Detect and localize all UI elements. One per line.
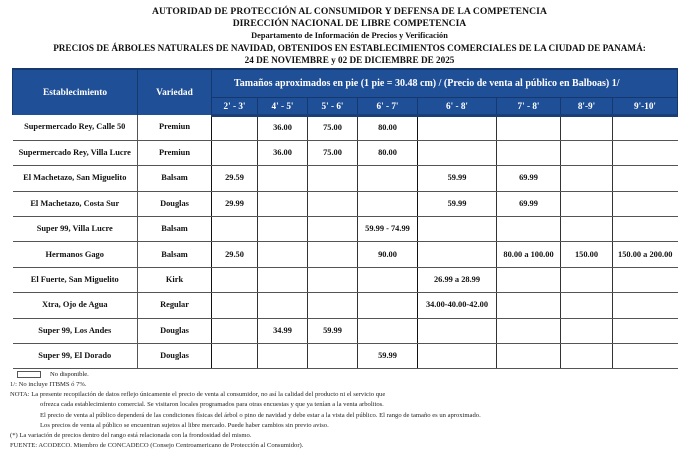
price-cell: 80.00 <box>358 115 418 140</box>
price-cell <box>497 115 561 140</box>
price-cell: 90.00 <box>358 242 418 267</box>
price-cell <box>212 318 258 343</box>
establecimiento-cell: El Fuerte, San Miguelito <box>13 267 138 292</box>
price-cell <box>308 293 358 318</box>
table-row <box>13 293 678 318</box>
establecimiento-cell: Super 99, Los Andes <box>13 318 138 343</box>
price-cell: 59.99 <box>308 318 358 343</box>
price-cell: 29.50 <box>212 242 258 267</box>
price-cell <box>308 166 358 191</box>
col-header-size: 6' - 7' <box>358 97 418 115</box>
price-cell: 150.00 <box>561 242 613 267</box>
col-header-size: 2' - 3' <box>212 97 258 115</box>
price-cell <box>613 115 678 140</box>
footnote-free-market: Los precios de venta al público se encuentran sujetos al libre mercado. Puede haber cambios sin previo aviso. <box>40 421 329 429</box>
price-cell: 75.00 <box>308 115 358 140</box>
variedad-cell: Regular <box>138 293 212 318</box>
price-table <box>12 68 678 369</box>
price-cell <box>561 140 613 165</box>
price-cell <box>561 115 613 140</box>
price-cell <box>212 344 258 369</box>
variedad-cell: Kirk <box>138 267 212 292</box>
price-cell <box>212 140 258 165</box>
variedad-cell: Douglas <box>138 318 212 343</box>
establecimiento-cell: Supermercado Rey, Calle 50 <box>13 115 138 140</box>
report-header <box>0 6 699 66</box>
department-title: Departamento de Información de Precios y Verificación <box>251 31 448 40</box>
price-cell <box>308 217 358 242</box>
price-cell <box>358 166 418 191</box>
variedad-cell: Balsam <box>138 217 212 242</box>
col-header-establecimiento: Establecimiento <box>13 69 138 115</box>
price-cell: 29.99 <box>212 191 258 216</box>
price-cell <box>358 293 418 318</box>
price-cell <box>497 293 561 318</box>
establecimiento-cell: Super 99, El Dorado <box>13 344 138 369</box>
price-cell <box>561 191 613 216</box>
price-cell <box>561 166 613 191</box>
report-title: PRECIOS DE ÁRBOLES NATURALES DE NAVIDAD, OBTENIDOS EN ESTABLECIMIENTOS COMERCIALES DE LA CIUDAD DE PANAMÁ: <box>53 43 646 53</box>
footnote-nota: NOTA: La presente recopilación de datos reflejo únicamente el precio de venta al consumidor, no así la calidad del producto ni el servicio que <box>10 391 386 399</box>
table-row <box>13 344 678 369</box>
price-cell <box>418 217 497 242</box>
footnote-nota-cont: ofrezca cada establecimiento comercial. Se visitaron locales programados para otras encuestas y que ya tenían a la venta arbolitos. <box>40 401 384 409</box>
price-cell: 69.99 <box>497 191 561 216</box>
price-cell <box>358 267 418 292</box>
agency-title: AUTORIDAD DE PROTECCIÓN AL CONSUMIDOR Y DEFENSA DE LA COMPETENCIA <box>151 6 547 17</box>
price-cell <box>561 344 613 369</box>
price-cell <box>258 242 308 267</box>
price-cell <box>497 140 561 165</box>
price-cell: 34.00-40.00-42.00 <box>418 293 497 318</box>
variedad-cell: Douglas <box>138 191 212 216</box>
price-cell: 59.99 - 74.99 <box>358 217 418 242</box>
price-cell <box>561 293 613 318</box>
price-cell <box>308 242 358 267</box>
variedad-cell: Premiun <box>138 115 212 140</box>
price-cell: 59.99 <box>358 344 418 369</box>
variedad-cell: Premiun <box>138 140 212 165</box>
establecimiento-cell: El Machetazo, San Miguelito <box>13 166 138 191</box>
footnote-price-conditions: El precio de venta al público dependerá de las condiciones físicas del árbol o pino de navidad y debe estar a la vista del público. El rango de tamaño es un aproximado. <box>40 411 481 419</box>
variedad-cell: Douglas <box>138 344 212 369</box>
price-cell: 29.59 <box>212 166 258 191</box>
price-cell <box>497 318 561 343</box>
price-cell <box>258 166 308 191</box>
price-cell <box>418 242 497 267</box>
establecimiento-cell: El Machetazo, Costa Sur <box>13 191 138 216</box>
table-row <box>13 166 678 191</box>
price-cell: 26.99 a 28.99 <box>418 267 497 292</box>
price-cell <box>561 267 613 292</box>
col-header-size: 5' - 6' <box>308 97 358 115</box>
price-cell <box>258 191 308 216</box>
price-cell <box>497 344 561 369</box>
footnotes <box>10 380 481 451</box>
empty-cell-swatch <box>17 371 41 378</box>
price-cell <box>561 318 613 343</box>
report-dates: 24 DE NOVIEMBRE y 02 DE DICIEMBRE DE 2025 <box>244 55 455 65</box>
price-cell: 150.00 a 200.00 <box>613 242 678 267</box>
price-cell <box>358 191 418 216</box>
table-row <box>13 267 678 292</box>
price-cell <box>561 217 613 242</box>
footnote-source: FUENTE: ACODECO. Miembro de CONCADECO (Consejo Centroamericano de Protección al Consumidor). <box>10 442 304 450</box>
price-cell: 69.99 <box>497 166 561 191</box>
price-cell: 34.99 <box>258 318 308 343</box>
col-header-variedad: Variedad <box>138 69 212 115</box>
footnote-tax: 1/: No incluye ITBMS ó 7%. <box>10 381 87 388</box>
price-cell <box>308 267 358 292</box>
price-cell <box>212 115 258 140</box>
table-row <box>13 242 678 267</box>
price-cell: 59.99 <box>418 191 497 216</box>
col-header-size: 8'-9' <box>561 97 613 115</box>
table-row <box>13 217 678 242</box>
price-cell <box>258 344 308 369</box>
price-cell <box>613 191 678 216</box>
price-cell <box>497 217 561 242</box>
price-cell <box>358 318 418 343</box>
table-row <box>13 318 678 343</box>
table-row <box>13 191 678 216</box>
price-cell: 36.00 <box>258 115 308 140</box>
col-header-size: 6' - 8' <box>418 97 497 115</box>
establecimiento-cell: Super 99, Villa Lucre <box>13 217 138 242</box>
price-cell <box>613 140 678 165</box>
price-cell: 80.00 a 100.00 <box>497 242 561 267</box>
establecimiento-cell: Hermanos Gago <box>13 242 138 267</box>
price-cell <box>308 191 358 216</box>
price-cell: 80.00 <box>358 140 418 165</box>
col-header-size: 7' - 8' <box>497 97 561 115</box>
table-row <box>13 115 678 140</box>
establecimiento-cell: Xtra, Ojo de Agua <box>13 293 138 318</box>
price-cell <box>418 344 497 369</box>
variedad-cell: Balsam <box>138 166 212 191</box>
price-cell: 59.99 <box>418 166 497 191</box>
price-cell <box>418 140 497 165</box>
price-cell <box>418 318 497 343</box>
price-cell <box>258 217 308 242</box>
price-cell <box>613 318 678 343</box>
directorate-title: DIRECCIÓN NACIONAL DE LIBRE COMPETENCIA <box>232 18 467 29</box>
variedad-cell: Balsam <box>138 242 212 267</box>
price-cell <box>212 293 258 318</box>
price-cell <box>613 267 678 292</box>
price-cell <box>212 267 258 292</box>
price-cell <box>613 166 678 191</box>
table-row <box>13 140 678 165</box>
price-cell: 75.00 <box>308 140 358 165</box>
legend-label: No disponible. <box>50 371 89 378</box>
price-cell <box>258 267 308 292</box>
price-cell <box>308 344 358 369</box>
col-header-size: 9'-10' <box>613 97 678 115</box>
price-cell: 36.00 <box>258 140 308 165</box>
price-cell <box>613 217 678 242</box>
price-cell <box>497 267 561 292</box>
price-cell <box>212 217 258 242</box>
price-cell <box>418 115 497 140</box>
price-cell <box>613 293 678 318</box>
footnote-variation: (*) La variación de precios dentro del rango está relacionada con la frondosidad del mismo. <box>10 432 252 440</box>
price-cell <box>613 344 678 369</box>
col-header-size: 4' - 5' <box>258 97 308 115</box>
price-cell <box>258 293 308 318</box>
col-header-sizes-title: Tamaños aproximados en pie (1 pie = 30.48 cm) / (Precio de venta al público en Balboas) 1/ <box>212 69 678 97</box>
establecimiento-cell: Supermercado Rey, Villa Lucre <box>13 140 138 165</box>
